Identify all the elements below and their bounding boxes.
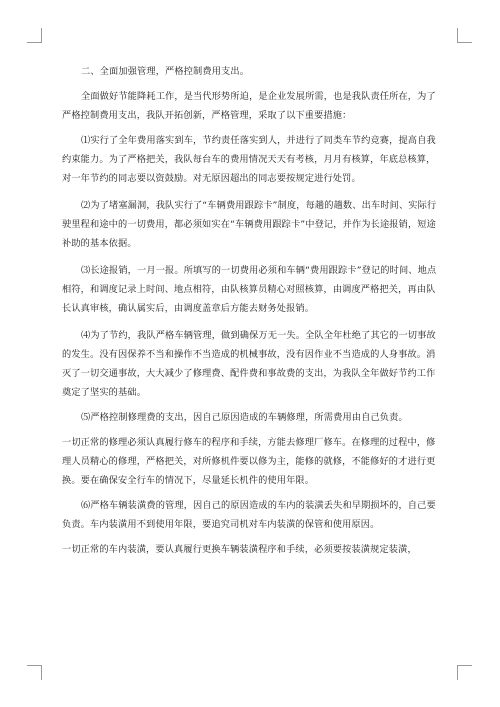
paragraph-item-5-continued: 一切正常的修理必须认真履行修车的程序和手续，方能去修理厂修车。在修理的过程中，修理人员精心的修理，严格把关，对所修机件要以修为主，能修的就修，不能修好的才进行更换。要在确保安全行车的情况下，尽量延长机件的使用年限。 xyxy=(62,437,436,486)
crop-mark-top-right xyxy=(457,28,472,43)
section-heading: 二、全面加强管理，严格控制费用支出。 xyxy=(81,66,250,77)
paragraph-item-1: ⑴实行了全年费用落实到车，节约责任落实到人，并进行了同类车节约竞赛，提高自我约束能力。为了严格把关，我队每台车的费用情况天天有考核，月月有核算，年底总核算，对一年节约的同志要以资鼓励。对无原因超出的同志要按规定进行处罚。 xyxy=(62,135,436,184)
crop-mark-bottom-left xyxy=(27,665,42,680)
paragraph-item-3: ⑶长途报销，一月一报。所填写的一切费用必须和车辆“费用跟踪卡”登记的时间、地点相符，和调度记录上时间、地点相符，由队核算员精心对照核算，由调度严格把关，再由队长认真审核，确认属实后，由调度盖章后方能去财务处报销。 xyxy=(62,265,437,314)
document-body xyxy=(62,62,440,559)
paragraph-item-4: ⑷为了节约，我队严格车辆管理，做到确保万无一失。全队全年杜绝了其它的一切事故的发生。没有因保养不当和操作不当造成的机械事故，没有因作业不当造成的人身事故。消灭了一切交通事故，大大减少了修理费、配件费和事故费的支出，为我队全年做好节约工作奠定了坚实的基础。 xyxy=(62,330,436,398)
crop-mark-bottom-right xyxy=(457,665,472,680)
crop-mark-top-left xyxy=(27,28,42,43)
paragraph-item-6-continued: 一切正常的车内装潢，要认真履行更换车辆装潢程序和手续，必须要按装潢规定装潢， xyxy=(62,544,417,555)
paragraph-item-2: ⑵为了堵塞漏洞，我队实行了“车辆费用跟踪卡”制度，每趟的趟数、出车时间、实际行驶里程和途中的一切费用，都必须如实在“车辆费用跟踪卡”中登记，并作为长途报销，短途补助的基本依据。 xyxy=(62,200,437,249)
paragraph-item-5: ⑸严格控制修理费的支出，因自己原因造成的车辆修理，所需费用由自己负责。 xyxy=(81,412,408,423)
intro-paragraph: 全面做好节能降耗工作，是当代形势所迫，是企业发展所需，也是我队责任所在，为了严格控制费用支出，我队开拓创新，严格管理，采取了以下重要措施： xyxy=(62,91,436,121)
paragraph-item-6: ⑹严格车辆装潢费的管理，因自己的原因造成的车内的装潢丢失和早期损坏的，自己要负责。车内装潢用不到使用年限，要追究司机对车内装潢的保管和使用原因。 xyxy=(62,500,436,530)
